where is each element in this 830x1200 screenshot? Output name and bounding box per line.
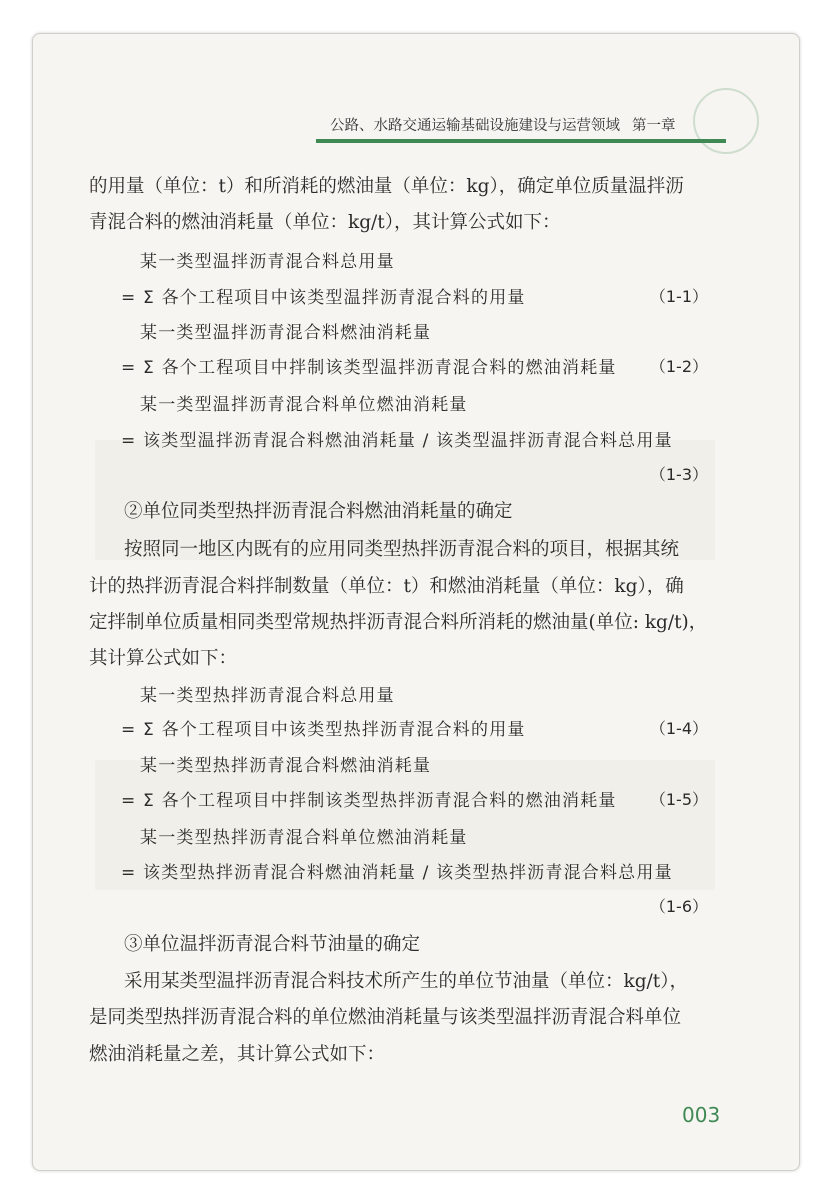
header-ornament (693, 88, 759, 154)
running-header-chapter: 第一章 (632, 118, 676, 134)
page-number: 003 (682, 1103, 721, 1127)
running-header-title: 公路、水路交通运输基础设施建设与运营领域 (330, 118, 620, 134)
paragraph-line: 燃油消耗量之差，其计算公式如下： (89, 1044, 386, 1065)
formula-expression: = Σ 各个工程项目中该类型温拌沥青混合料的用量 (121, 288, 526, 308)
paragraph-line: 其计算公式如下： (89, 648, 238, 669)
formula-label: 某一类型温拌沥青混合料单位燃油消耗量 (140, 395, 468, 415)
formula-label: 某一类型温拌沥青混合料总用量 (140, 252, 395, 272)
formula-expression: = 该类型热拌沥青混合料燃油消耗量 / 该类型热拌沥青混合料总用量 (121, 863, 673, 883)
formula-label: 某一类型热拌沥青混合料单位燃油消耗量 (140, 828, 468, 848)
paragraph-line: 计的热拌沥青混合料拌制数量（单位：t）和燃油消耗量（单位：kg），确 (89, 576, 684, 597)
running-header (330, 114, 676, 135)
equation-number: （1-4） (649, 719, 708, 738)
paragraph-line: 是同类型热拌沥青混合料的单位燃油消耗量与该类型温拌沥青混合料单位 (89, 1007, 682, 1028)
paragraph-line: 的用量（单位：t）和所消耗的燃油量（单位：kg），确定单位质量温拌沥 (89, 176, 684, 197)
equation-number: （1-6） (649, 897, 708, 916)
formula-expression: = 该类型温拌沥青混合料燃油消耗量 / 该类型温拌沥青混合料总用量 (121, 431, 673, 451)
paragraph-line: 采用某类型温拌沥青混合料技术所产生的单位节油量（单位：kg/t）， (124, 971, 688, 992)
paragraph-line: 青混合料的燃油消耗量（单位：kg/t），其计算公式如下： (89, 212, 561, 233)
paragraph-line: 按照同一地区内既有的应用同类型热拌沥青混合料的项目，根据其统 (124, 539, 680, 560)
section-heading: ③单位温拌沥青混合料节油量的确定 (124, 934, 421, 955)
section-heading: ②单位同类型热拌沥青混合料燃油消耗量的确定 (124, 501, 513, 522)
formula-label: 某一类型温拌沥青混合料燃油消耗量 (140, 323, 432, 343)
formula-expression: = Σ 各个工程项目中该类型热拌沥青混合料的用量 (121, 720, 526, 740)
book-page (32, 33, 800, 1171)
formula-expression: = Σ 各个工程项目中拌制该类型温拌沥青混合料的燃油消耗量 (121, 358, 617, 378)
equation-number: （1-5） (649, 790, 708, 809)
formula-label: 某一类型热拌沥青混合料燃油消耗量 (140, 756, 432, 776)
paragraph-line: 定拌制单位质量相同类型常规热拌沥青混合料所消耗的燃油量(单位: kg/t)， (89, 612, 708, 633)
equation-number: （1-3） (649, 465, 708, 484)
formula-expression: = Σ 各个工程项目中拌制该类型热拌沥青混合料的燃油消耗量 (121, 791, 617, 811)
equation-number: （1-1） (649, 287, 708, 306)
equation-number: （1-2） (649, 357, 708, 376)
formula-label: 某一类型热拌沥青混合料总用量 (140, 686, 395, 706)
header-rule (316, 139, 726, 143)
